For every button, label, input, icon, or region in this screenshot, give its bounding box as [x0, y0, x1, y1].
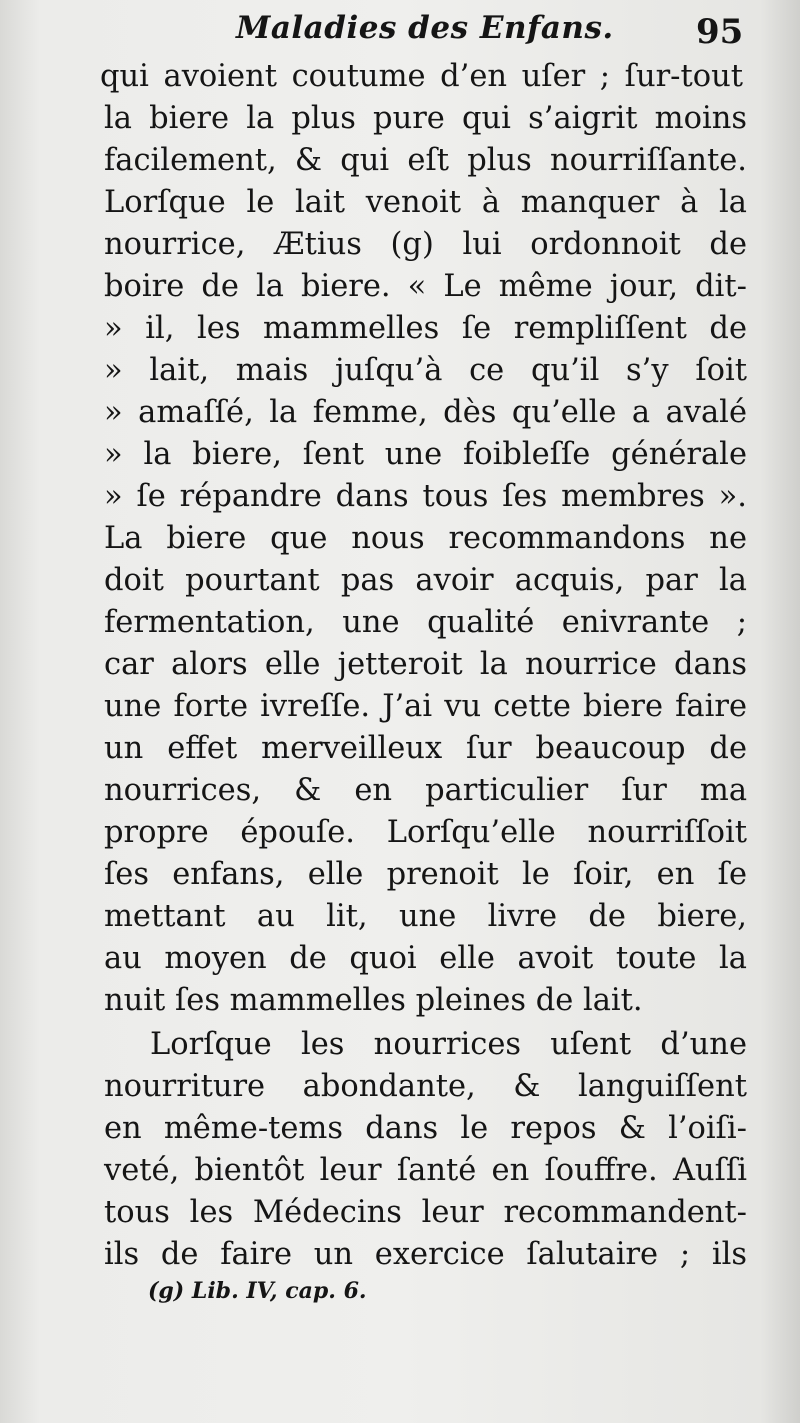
text-line: boire de la biere. « Le même jour, dit- — [104, 269, 747, 304]
text-line: facilement, & qui eſt plus nourriſſante. — [104, 143, 747, 178]
text-line: nourrice, Ætius (g) lui ordonnoit de — [104, 227, 747, 262]
text-line: ſes enfans, elle prenoit le ſoir, en ſe — [104, 857, 747, 892]
text-line: car alors elle jetteroit la nourrice dans — [104, 647, 747, 682]
text-line: une forte ivreſſe. J’ai vu cette biere faire — [104, 689, 747, 724]
text-line: nuit ſes mammelles pleines de lait. — [104, 983, 643, 1018]
text-line: » la biere, ſent une foibleſſe générale — [104, 437, 747, 472]
text-line: nourriture abondante, & languiſſent — [104, 1069, 747, 1104]
text-line: tous les Médecins leur recommandent- — [104, 1195, 747, 1230]
text-line: Lorſque les nourrices uſent d’une — [150, 1027, 747, 1062]
text-line: Lorſque le lait venoit à manquer à la — [104, 185, 747, 220]
text-line: » amaſſé, la femme, dès qu’elle a avalé — [104, 395, 747, 430]
text-line: en même-tems dans le repos & l’oiſi- — [104, 1111, 747, 1146]
text-line: qui avoient coutume d’en uſer ; ſur-tout — [100, 59, 743, 94]
text-line: fermentation, une qualité enivrante ; — [104, 605, 747, 640]
text-line: propre épouſe. Lorſqu’elle nourriſſoit — [104, 815, 747, 850]
text-line: veté, bientôt leur ſanté en ſouffre. Auſſi — [104, 1153, 747, 1188]
page-number: 95 — [696, 12, 744, 52]
text-line: mettant au lit, une livre de biere, — [104, 899, 747, 934]
text-line: » il, les mammelles ſe rempliſſent de — [104, 311, 747, 346]
text-line: un effet merveilleux ſur beaucoup de — [104, 731, 747, 766]
text-line: ils de faire un exercice ſalutaire ; ils — [104, 1237, 747, 1272]
text-line: nourrices, & en particulier ſur ma — [104, 773, 747, 808]
text-line: la biere la plus pure qui s’aigrit moins — [104, 101, 747, 136]
text-line: » lait, mais juſqu’à ce qu’il s’y ſoit — [104, 353, 747, 388]
text-line: doit pourtant pas avoir acquis, par la — [104, 563, 747, 598]
footnote: (g) Lib. IV, cap. 6. — [148, 1278, 367, 1304]
text-line: La biere que nous recommandons ne — [104, 521, 747, 556]
running-head: Maladies des Enfans. — [236, 10, 614, 46]
text-line: au moyen de quoi elle avoit toute la — [104, 941, 747, 976]
text-line: » ſe répandre dans tous ſes membres ». — [104, 479, 747, 514]
